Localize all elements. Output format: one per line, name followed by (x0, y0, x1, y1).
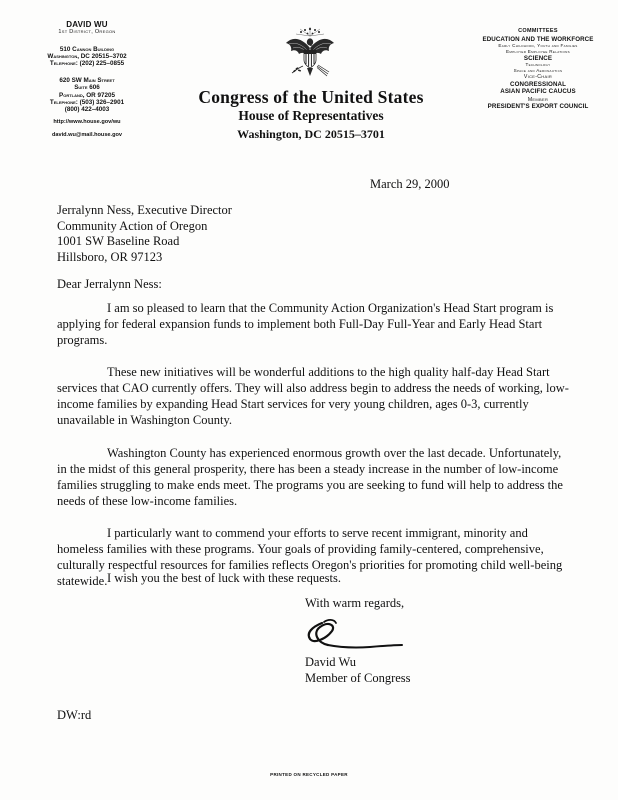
recipient-line1: Jerralynn Ness, Executive Director (57, 203, 232, 217)
signer-title: Member of Congress (305, 671, 411, 685)
recipient-address (57, 203, 232, 265)
recycled-paper-note: PRINTED ON RECYCLED PAPER (270, 772, 348, 777)
or-office-line1: 620 SW Main Street (59, 77, 115, 85)
paragraph-4: I particularly want to commend your efforts to serve recent immigrant, minority and homeless families with these programs. Your goals of providing family-centered, comprehensive, culturally respectful resources for families reflects Oregon's priorities for promoting child well-being statewide. (57, 526, 563, 588)
letterhead-title-block (180, 88, 442, 142)
or-office-line2: Suite 606 (74, 84, 100, 92)
letterhead-title: Congress of the United States (198, 87, 424, 107)
paragraph-1: I am so pleased to learn that the Community Action Organization's Head Start program is applying for federal expansion funds to implement both Full-Day Full-Year and Early Head Start programs. (57, 301, 554, 347)
signer-block (305, 654, 411, 686)
letter-date: March 29, 2000 (370, 177, 450, 191)
member-name: DAVID WU (66, 20, 108, 29)
eagle-seal-icon (283, 26, 337, 82)
dc-office-line1: 510 Cannon Building (59, 45, 115, 53)
website: http://www.house.gov/wu (53, 119, 121, 126)
closing: With warm regards, (305, 596, 405, 610)
subcommittee-technology: Technology (525, 62, 551, 68)
letterhead-right (468, 28, 608, 110)
committee-education: EDUCATION AND THE WORKFORCE (482, 35, 594, 43)
recipient-line3: 1001 SW Baseline Road (57, 234, 180, 248)
letterhead-subtitle: House of Representatives (238, 108, 384, 124)
committees-heading: COMMITTEES (518, 28, 558, 34)
caucus-line2: ASIAN PACIFIC CAUCUS (500, 88, 576, 96)
letterhead-city: Washington, DC 20515–3701 (237, 127, 385, 142)
dc-office-line2: Washington, DC 20515–3702 (47, 52, 127, 60)
committee-science: SCIENCE (523, 55, 553, 63)
district: 1st District, Oregon (58, 29, 116, 36)
signer-name: David Wu (305, 655, 356, 669)
handwritten-signature (298, 615, 406, 657)
or-office-line5: (800) 422–4003 (64, 106, 110, 114)
vice-chair-label: Vice-Chair (523, 74, 553, 81)
export-council: PRESIDENT'S EXPORT COUNCIL (487, 102, 589, 110)
recipient-line4: Hillsboro, OR 97123 (57, 249, 163, 264)
paragraph-2: These new initiatives will be wonderful additions to the high quality half-day Head Start services that CAO currently offers. They will also address begin to address the needs of working, low-income families by expanding Head Start services for very young children, ages 0-3, currently unavailable in Washington County. (57, 365, 569, 427)
member-label: Member (527, 96, 549, 103)
subcommittee-early-childhood: Early Childhood, Youth and Families (498, 43, 578, 49)
caucus-line1: CONGRESSIONAL (510, 80, 566, 88)
subcommittee-employer-relations: Employer Employee Relations (506, 48, 570, 54)
or-office-line4: Telephone: (503) 326–2901 (49, 98, 125, 106)
paragraph-5: I wish you the best of luck with these requests. (107, 571, 341, 585)
typist-initials: DW:rd (57, 708, 92, 722)
paragraph-3: Washington County has experienced enormous growth over the last decade. Unfortunately, in the midst of this general prosperity, there has been a steady increase in the number of low-income families struggling to make ends meet. The programs you are seeking to fund will help to address the needs of these low-income families. (57, 446, 563, 508)
letterhead-left (12, 20, 162, 138)
recipient-line2: Community Action of Oregon (57, 218, 208, 233)
dc-office-line3: Telephone: (202) 225–0855 (49, 59, 125, 67)
salutation: Dear Jerralynn Ness: (57, 277, 162, 291)
or-office-line3: Portland, OR 97205 (59, 91, 115, 99)
email: david.wu@mail.house.gov (51, 131, 123, 138)
subcommittee-space: Space and Aeronautics (513, 67, 563, 73)
